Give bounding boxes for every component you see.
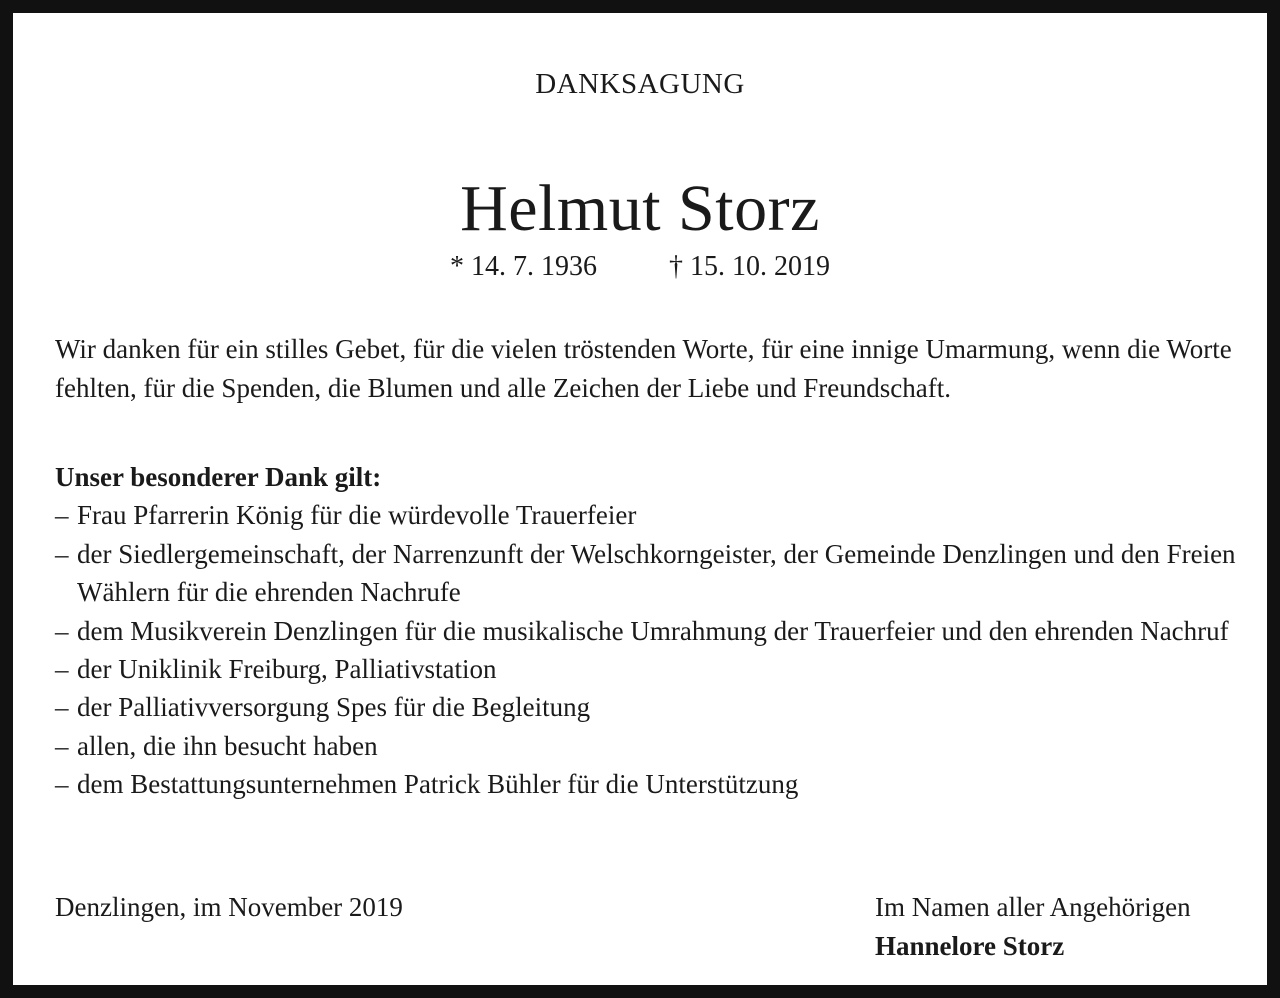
list-item: – der Uniklinik Freiburg, Palliativstation	[55, 654, 497, 685]
list-item-text: allen, die ihn besucht haben	[77, 730, 378, 761]
special-thanks-title: Unser besonderer Dank gilt:	[55, 462, 382, 492]
list-item: – dem Musikverein Denzlingen für die musikalische Umrahmung der Trauerfeier und den ehrenden Nachruf	[55, 615, 1229, 646]
list-item: – der Siedlergemeinschaft, der Narrenzunft der Welschkorngeister, der Gemeinde Denzlingen und den Freien Wählern für die ehrenden Nachrufe	[55, 538, 1236, 608]
list-item: – Frau Pfarrerin König für die würdevolle Trauerfeier	[55, 500, 637, 531]
on-behalf-text: Im Namen aller Angehörigen	[875, 892, 1191, 922]
death-date: † 15. 10. 2019	[669, 251, 830, 282]
list-item: – allen, die ihn besucht haben	[55, 730, 378, 761]
list-item-text: dem Musikverein Denzlingen für die musikalische Umrahmung der Trauerfeier und den ehrenden Nachruf	[77, 615, 1229, 646]
list-item-text: der Uniklinik Freiburg, Palliativstation	[77, 654, 497, 685]
place-date: Denzlingen, im November 2019	[55, 892, 403, 922]
special-thanks-list	[55, 496, 1245, 803]
notice-heading: DANKSAGUNG	[535, 68, 745, 100]
signer-name: Hannelore Storz	[875, 931, 1065, 961]
deceased-name: Helmut Storz	[460, 172, 820, 245]
special-thanks-section	[55, 458, 1245, 804]
list-item: – der Palliativversorgung Spes für die Begleitung	[55, 692, 591, 723]
list-item-text: Frau Pfarrerin König für die würdevolle Trauerfeier	[77, 500, 637, 531]
birth-date: * 14. 7. 1936	[450, 251, 597, 282]
signature-block	[875, 888, 1191, 966]
thanks-intro-text: Wir danken für ein stilles Gebet, für die vielen tröstenden Worte, für eine innige Umarmung, wenn die Worte fehlten, für die Spenden, die Blumen und alle Zeichen der Liebe und Freundschaft.	[55, 334, 1232, 403]
life-dates	[13, 249, 1267, 285]
list-item-text: der Palliativversorgung Spes für die Begleitung	[77, 692, 591, 723]
list-item: – dem Bestattungsunternehmen Patrick Bühler für die Unterstützung	[55, 769, 799, 800]
list-item-text: dem Bestattungsunternehmen Patrick Bühler für die Unterstützung	[77, 769, 799, 800]
list-item-text: der Siedlergemeinschaft, der Narrenzunft der Welschkorngeister, der Gemeinde Denzlingen und den Freien Wählern für die ehrenden Nachrufe	[77, 538, 1236, 608]
